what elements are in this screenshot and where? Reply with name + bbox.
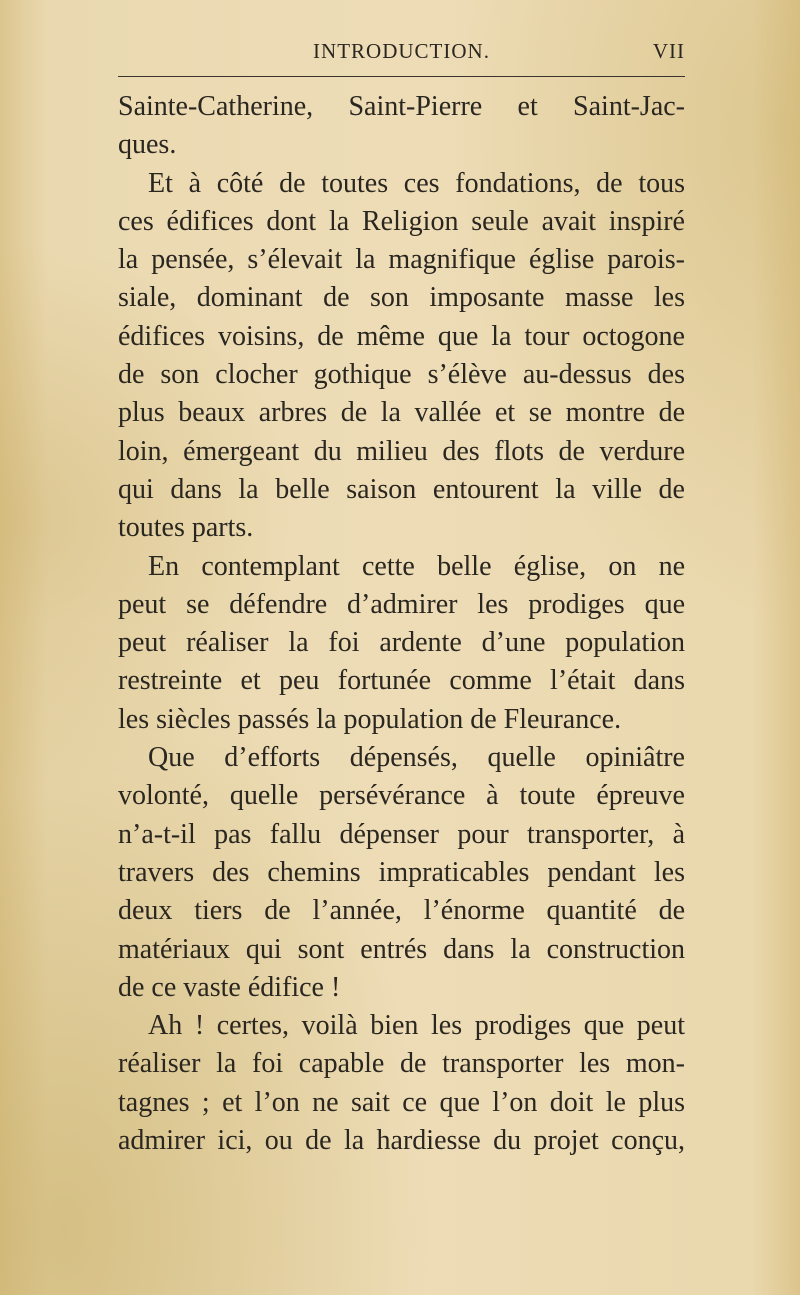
text-line: de son clocher gothique s’élève au-dessus des bbox=[118, 359, 685, 391]
text-line: ces édifices dont la Religion seule avait inspiré bbox=[118, 205, 685, 237]
header-rule bbox=[118, 76, 685, 77]
text-line: volonté, quelle persévérance à toute épreuve bbox=[118, 780, 685, 812]
running-title: INTRODUCTION. bbox=[313, 39, 490, 63]
text-line: peut réaliser la foi ardente d’une population bbox=[118, 627, 685, 659]
text-line: admirer ici, ou de la hardiesse du projet conçu, bbox=[118, 1125, 685, 1157]
text-line: n’a-t-il pas fallu dépenser pour transporter, à bbox=[118, 818, 685, 850]
text-line: la pensée, s’élevait la magnifique église parois- bbox=[118, 244, 685, 276]
text-line: toutes parts. bbox=[118, 512, 254, 544]
text-line: ques. bbox=[118, 129, 177, 161]
text-line: les siècles passés la population de Fleurance. bbox=[118, 703, 622, 735]
text-line: édifices voisins, de même que la tour octogone bbox=[118, 320, 685, 352]
text-line: tagnes ; et l’on ne sait ce que l’on doit le plus bbox=[118, 1086, 685, 1118]
page-header bbox=[118, 38, 685, 74]
text-line: siale, dominant de son imposante masse les bbox=[118, 282, 685, 314]
text-line: peut se défendre d’admirer les prodiges que bbox=[118, 588, 685, 620]
text-line: Sainte-Catherine, Saint-Pierre et Saint-Jac- bbox=[118, 91, 685, 122]
text-line: Et à côté de toutes ces fondations, de tous bbox=[148, 167, 685, 199]
text-line: deux tiers de l’année, l’énorme quantité de bbox=[118, 895, 685, 927]
text-line: matériaux qui sont entrés dans la construction bbox=[118, 933, 685, 965]
text-line: réaliser la foi capable de transporter les mon- bbox=[118, 1048, 685, 1080]
text-line: Que d’efforts dépensés, quelle opiniâtre bbox=[148, 742, 685, 774]
page-number: VII bbox=[652, 39, 685, 63]
text-line: de ce vaste édifice ! bbox=[118, 971, 341, 1003]
text-line: Ah ! certes, voilà bien les prodiges que peut bbox=[148, 1010, 685, 1042]
text-line: travers des chemins impraticables pendant les bbox=[118, 856, 685, 888]
text-line: plus beaux arbres de la vallée et se montre de bbox=[118, 397, 685, 429]
text-line: loin, émergeant du milieu des flots de verdure bbox=[118, 435, 685, 467]
text-line: En contemplant cette belle église, on ne bbox=[148, 550, 685, 582]
body-text bbox=[118, 88, 685, 1160]
text-line: restreinte et peu fortunée comme l’était dans bbox=[118, 665, 685, 697]
text-line: qui dans la belle saison entourent la ville de bbox=[118, 473, 685, 505]
